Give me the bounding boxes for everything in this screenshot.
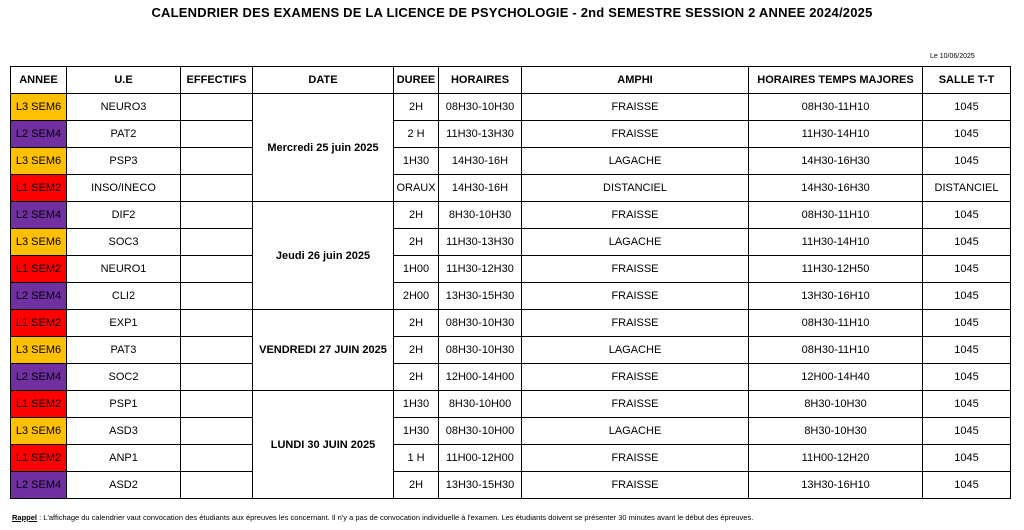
cell-ue: SOC2 <box>67 364 181 391</box>
cell-effectifs <box>181 364 253 391</box>
cell-duree: 2H <box>394 337 439 364</box>
cell-ue: INSO/INECO <box>67 175 181 202</box>
table-row <box>11 202 1011 229</box>
cell-duree: 2H <box>394 472 439 499</box>
cell-ue: ASD3 <box>67 418 181 445</box>
cell-horaires-majores: 14H30-16H30 <box>749 148 923 175</box>
cell-effectifs <box>181 472 253 499</box>
cell-horaires: 08H30-10H30 <box>439 94 522 121</box>
cell-horaires: 08H30-10H00 <box>439 418 522 445</box>
cell-horaires-majores: 8H30-10H30 <box>749 391 923 418</box>
cell-effectifs <box>181 229 253 256</box>
cell-amphi: FRAISSE <box>522 391 749 418</box>
cell-duree: 1H00 <box>394 256 439 283</box>
cell-salle: 1045 <box>923 148 1011 175</box>
cell-horaires: 8H30-10H30 <box>439 202 522 229</box>
cell-horaires-majores: 11H30-14H10 <box>749 229 923 256</box>
cell-ue: EXP1 <box>67 310 181 337</box>
table-row <box>11 337 1011 364</box>
cell-horaires: 13H30-15H30 <box>439 472 522 499</box>
cell-duree: 2H <box>394 364 439 391</box>
cell-horaires: 14H30-16H <box>439 148 522 175</box>
cell-duree: 2 H <box>394 121 439 148</box>
issue-date: Le 10/06/2025 <box>930 53 975 60</box>
cell-date: Jeudi 26 juin 2025 <box>253 202 394 310</box>
cell-annee: L1 SEM2 <box>11 310 67 337</box>
cell-ue: PSP1 <box>67 391 181 418</box>
cell-amphi: DISTANCIEL <box>522 175 749 202</box>
cell-horaires-majores: 11H00-12H20 <box>749 445 923 472</box>
cell-date: VENDREDI 27 JUIN 2025 <box>253 310 394 391</box>
cell-effectifs <box>181 445 253 472</box>
cell-annee: L2 SEM4 <box>11 283 67 310</box>
cell-salle: 1045 <box>923 445 1011 472</box>
footer-text: : L'affichage du calendrier vaut convocation des étudiants aux épreuves les concernant. Il n'y a pas de convocation individuelle à l'examen. Les étudiants doivent se présenter 30 minutes avant le début des épreuves. <box>37 513 754 522</box>
cell-horaires: 08H30-10H30 <box>439 337 522 364</box>
header-amphi: AMPHI <box>522 67 749 94</box>
footer-lead: Rappel <box>12 513 38 522</box>
header-annee: ANNEE <box>11 67 67 94</box>
table-row <box>11 472 1011 499</box>
cell-horaires: 8H30-10H00 <box>439 391 522 418</box>
cell-duree: ORAUX <box>394 175 439 202</box>
cell-annee: L2 SEM4 <box>11 472 67 499</box>
cell-annee: L3 SEM6 <box>11 418 67 445</box>
cell-ue: ASD2 <box>67 472 181 499</box>
cell-ue: PAT2 <box>67 121 181 148</box>
cell-salle: 1045 <box>923 202 1011 229</box>
cell-horaires-majores: 08H30-11H10 <box>749 337 923 364</box>
cell-amphi: FRAISSE <box>522 310 749 337</box>
cell-horaires: 14H30-16H <box>439 175 522 202</box>
table-row <box>11 310 1011 337</box>
table-row <box>11 148 1011 175</box>
cell-ue: PSP3 <box>67 148 181 175</box>
cell-duree: 2H <box>394 202 439 229</box>
table-row <box>11 121 1011 148</box>
header-ue: U.E <box>67 67 181 94</box>
cell-horaires: 11H30-13H30 <box>439 121 522 148</box>
cell-salle: 1045 <box>923 310 1011 337</box>
cell-duree: 1H30 <box>394 418 439 445</box>
cell-ue: SOC3 <box>67 229 181 256</box>
table-row <box>11 391 1011 418</box>
cell-ue: NEURO1 <box>67 256 181 283</box>
cell-annee: L2 SEM4 <box>11 202 67 229</box>
cell-horaires-majores: 08H30-11H10 <box>749 202 923 229</box>
cell-annee: L1 SEM2 <box>11 445 67 472</box>
cell-effectifs <box>181 310 253 337</box>
cell-effectifs <box>181 94 253 121</box>
cell-salle: 1045 <box>923 94 1011 121</box>
cell-salle: 1045 <box>923 418 1011 445</box>
cell-amphi: FRAISSE <box>522 202 749 229</box>
cell-horaires-majores: 11H30-14H10 <box>749 121 923 148</box>
cell-date: Mercredi 25 juin 2025 <box>253 94 394 202</box>
cell-effectifs <box>181 121 253 148</box>
cell-amphi: FRAISSE <box>522 283 749 310</box>
cell-duree: 2H <box>394 94 439 121</box>
cell-amphi: FRAISSE <box>522 472 749 499</box>
cell-annee: L1 SEM2 <box>11 175 67 202</box>
header-row <box>11 67 1011 94</box>
cell-horaires: 11H30-13H30 <box>439 229 522 256</box>
cell-ue: PAT3 <box>67 337 181 364</box>
cell-horaires: 12H00-14H00 <box>439 364 522 391</box>
cell-salle: 1045 <box>923 229 1011 256</box>
cell-horaires-majores: 08H30-11H10 <box>749 94 923 121</box>
table-row <box>11 283 1011 310</box>
header-date: DATE <box>253 67 394 94</box>
table-row <box>11 94 1011 121</box>
cell-effectifs <box>181 283 253 310</box>
cell-amphi: FRAISSE <box>522 364 749 391</box>
footer-note <box>12 513 753 522</box>
cell-annee: L1 SEM2 <box>11 391 67 418</box>
cell-salle: 1045 <box>923 472 1011 499</box>
cell-horaires-majores: 08H30-11H10 <box>749 310 923 337</box>
cell-horaires-majores: 11H30-12H50 <box>749 256 923 283</box>
header-horaires-majores: HORAIRES TEMPS MAJORES <box>749 67 923 94</box>
cell-annee: L3 SEM6 <box>11 94 67 121</box>
cell-date: LUNDI 30 JUIN 2025 <box>253 391 394 499</box>
cell-amphi: FRAISSE <box>522 94 749 121</box>
exam-schedule-table <box>10 66 1011 499</box>
cell-ue: CLI2 <box>67 283 181 310</box>
cell-amphi: FRAISSE <box>522 445 749 472</box>
cell-ue: ANP1 <box>67 445 181 472</box>
page-title: CALENDRIER DES EXAMENS DE LA LICENCE DE PSYCHOLOGIE - 2nd SEMESTRE SESSION 2 ANNEE 2024/2025 <box>151 5 873 20</box>
cell-annee: L3 SEM6 <box>11 148 67 175</box>
header-effectifs: EFFECTIFS <box>181 67 253 94</box>
cell-duree: 2H <box>394 310 439 337</box>
cell-effectifs <box>181 148 253 175</box>
cell-horaires: 11H30-12H30 <box>439 256 522 283</box>
table-row <box>11 418 1011 445</box>
table-row <box>11 256 1011 283</box>
cell-horaires-majores: 8H30-10H30 <box>749 418 923 445</box>
cell-salle: 1045 <box>923 364 1011 391</box>
cell-effectifs <box>181 418 253 445</box>
header-duree: DUREE <box>394 67 439 94</box>
cell-horaires-majores: 13H30-16H10 <box>749 283 923 310</box>
cell-amphi: LAGACHE <box>522 229 749 256</box>
table-row <box>11 229 1011 256</box>
cell-horaires-majores: 14H30-16H30 <box>749 175 923 202</box>
cell-amphi: LAGACHE <box>522 418 749 445</box>
cell-annee: L3 SEM6 <box>11 337 67 364</box>
cell-effectifs <box>181 256 253 283</box>
cell-duree: 2H <box>394 229 439 256</box>
cell-salle: 1045 <box>923 283 1011 310</box>
cell-amphi: FRAISSE <box>522 121 749 148</box>
cell-duree: 1 H <box>394 445 439 472</box>
cell-amphi: FRAISSE <box>522 256 749 283</box>
cell-horaires: 11H00-12H00 <box>439 445 522 472</box>
cell-effectifs <box>181 202 253 229</box>
header-horaires: HORAIRES <box>439 67 522 94</box>
cell-annee: L2 SEM4 <box>11 364 67 391</box>
cell-duree: 2H00 <box>394 283 439 310</box>
cell-annee: L2 SEM4 <box>11 121 67 148</box>
cell-duree: 1H30 <box>394 391 439 418</box>
cell-horaires-majores: 13H30-16H10 <box>749 472 923 499</box>
cell-duree: 1H30 <box>394 148 439 175</box>
cell-amphi: LAGACHE <box>522 337 749 364</box>
cell-ue: DIF2 <box>67 202 181 229</box>
cell-salle: DISTANCIEL <box>923 175 1011 202</box>
cell-effectifs <box>181 391 253 418</box>
cell-annee: L1 SEM2 <box>11 256 67 283</box>
table-row <box>11 364 1011 391</box>
cell-salle: 1045 <box>923 256 1011 283</box>
cell-salle: 1045 <box>923 337 1011 364</box>
cell-amphi: LAGACHE <box>522 148 749 175</box>
cell-effectifs <box>181 175 253 202</box>
schedule-body <box>11 94 1011 499</box>
cell-horaires-majores: 12H00-14H40 <box>749 364 923 391</box>
cell-horaires: 13H30-15H30 <box>439 283 522 310</box>
cell-annee: L3 SEM6 <box>11 229 67 256</box>
table-row <box>11 175 1011 202</box>
cell-horaires: 08H30-10H30 <box>439 310 522 337</box>
cell-salle: 1045 <box>923 391 1011 418</box>
cell-effectifs <box>181 337 253 364</box>
header-salle: SALLE T-T <box>923 67 1011 94</box>
cell-salle: 1045 <box>923 121 1011 148</box>
cell-ue: NEURO3 <box>67 94 181 121</box>
table-row <box>11 445 1011 472</box>
